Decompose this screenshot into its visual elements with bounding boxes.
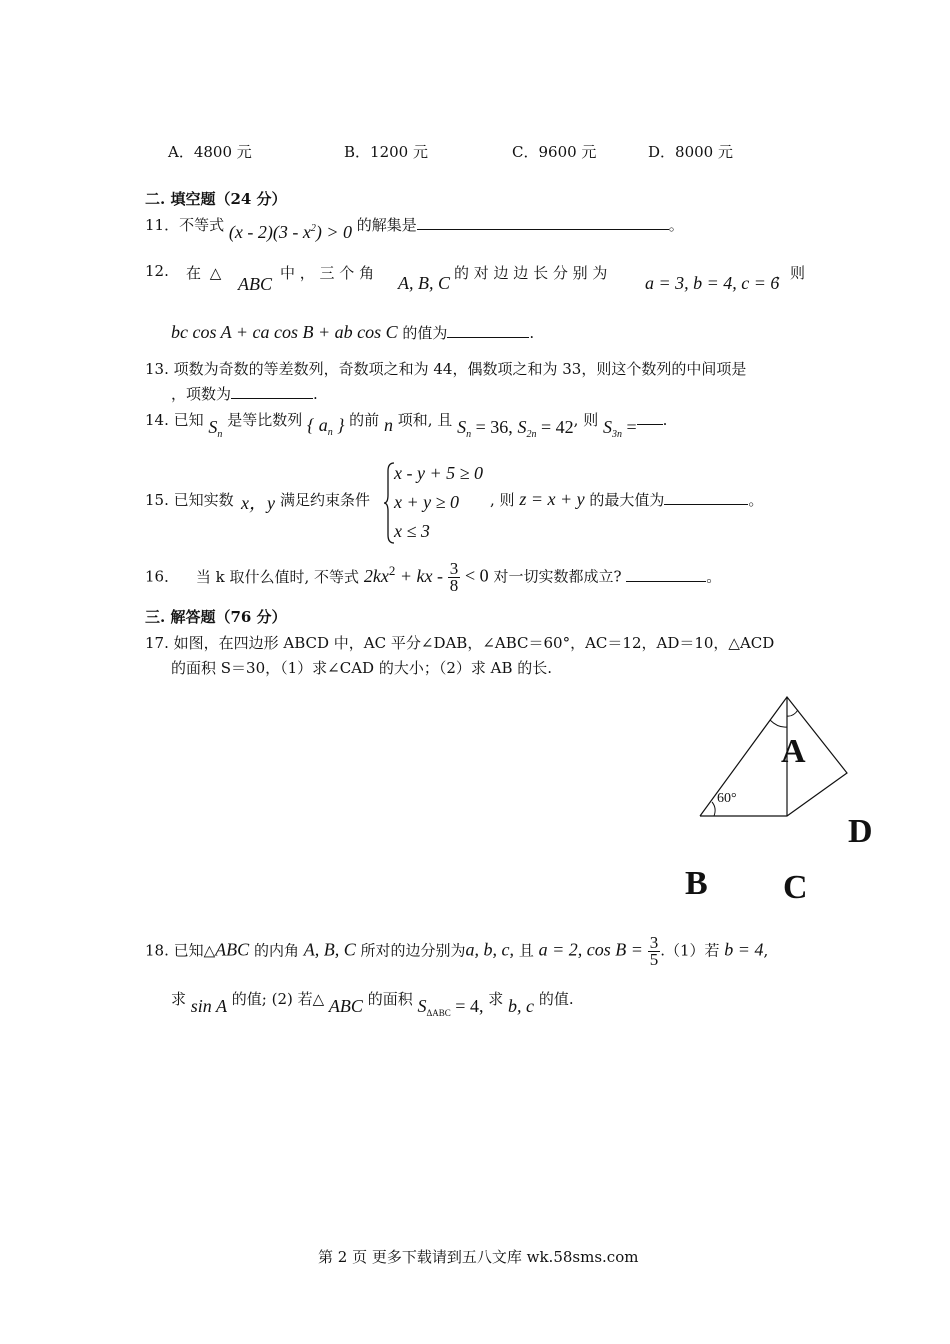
quadrilateral-figure [690,690,860,830]
q12-expression: bc cos A + ca cos B + ab cos C [171,322,398,342]
angle-arc-bac [770,720,787,727]
q18-sides: a, b, c, [465,939,515,960]
q13-line-1: 13. 项数为奇数的等差数列，奇数项之和为 44，偶数项之和为 33，则这个数列的中间项是 [145,360,747,378]
q18-bc: b, c [508,996,535,1016]
angle-arc-b [712,802,715,816]
q11-answer-blank[interactable] [417,215,669,230]
choice-b: B．1200 元 [344,143,428,161]
section-solve-title: 三. 解答题（76 分） [145,608,287,626]
q18-line-1: 18. 已知△ABC 的内角 A, B, C 所对的边分别为a, b, c, 且 a = 2, cos B = $\frac{3}{5}$ .（1）若 b = 4, [145,933,769,969]
q12-triangle: ABC [238,274,272,294]
q14-answer-blank[interactable] [637,410,663,425]
q14-condition-2: $S_{2n} = 42$ [517,417,574,440]
q18-area: $S_{\Delta ABC} = 4$, [417,996,484,1018]
q16-fraction: $\frac{3}{8}$ [449,559,459,595]
q12-text-4: ，则 [775,264,806,282]
figure-label-a: A [781,733,806,770]
q12-text-2: 中 ， 三 个 角 [280,264,375,282]
q15-tail: , 则 z = x + y 的最大值为 。 [490,489,764,509]
q15-constraint-2: x + y ≥ 0 [394,492,460,512]
q12-sides: a = 3, b = 4, c = 6 [645,273,780,293]
q18-number: 18. 已知△ [145,941,216,960]
q14-number: 14. 已知 [145,411,204,429]
q12-angles: A, B, C [398,273,450,293]
q18-angles: A, B, C [303,939,356,960]
q18-b-value: b = 4 [724,939,764,960]
q15-vars: x，y [241,493,275,513]
q14-target: $S_{3n}$ = [603,417,637,440]
figure-label-d: D [848,813,873,850]
q12-number: 12. [145,262,169,280]
q15-constraint-1: x - y + 5 ≥ 0 [394,463,483,483]
figure-angle-label: 60° [717,791,737,806]
q16-number: 16． [145,567,180,586]
q12-line-2: bc cos A + ca cos B + ab cos C 的值为 . [171,322,535,342]
q15-text-1: 满足约束条件 [280,491,371,509]
q12-answer-blank[interactable] [447,323,529,338]
question-14: 14. 已知 $S_n$ 是等比数列 { $a_n$ } 的前 n 项和, 且 $S_n = 36$, $S_{2n} = 42$, 则 $S_{3n}$ = . [145,411,668,440]
choice-c: C．9600 元 [512,143,597,161]
q16-answer-blank[interactable] [626,567,706,582]
q15-objective: z = x + y [519,489,585,509]
q14-sequence: { $a_n$ } [306,415,345,438]
q18-condition: a = 2, cos B = [538,939,643,960]
angle-arc-cad [787,710,798,716]
q14-condition-1: $S_n = 36$, [457,417,513,440]
q12-text-3: 的 对 边 边 长 分 别 为 [454,264,608,282]
q18-fraction: $\frac{3}{5}$ [649,933,659,969]
section-fill-in-title: 二. 填空题（24 分） [145,190,287,208]
q13-line-2: ，项数为 . [171,385,318,403]
q12-text-5: 的值为 [402,324,448,342]
q11-number: 11．不等式 [145,216,225,234]
figure-label-b: B [685,865,708,902]
q18-sin-a: sin A [190,996,227,1016]
q17-line-1: 17. 如图，在四边形 ABCD 中，AC 平分∠DAB，∠ABC＝60°，AC＝12，AD＝10，△ACD [145,634,775,652]
q14-sn: $S_n$ [208,417,223,440]
figure-label-c: C [783,869,808,906]
q15-number: 15. 已知实数 [145,491,234,509]
question-16: 16． 当 k 取什么值时, 不等式 $2kx^2$ + kx - $\frac{3}{8}$ < 0 对一切实数都成立? 。 [145,559,722,595]
q16-expression: $2kx^2$ + kx - [363,562,443,586]
q13-answer-blank[interactable] [231,384,313,399]
q11-expression: $(x - 2)(3 - x^2) > 0$ [228,222,352,242]
choice-d: D．8000 元 [648,143,733,161]
choice-a: A．4800 元 [168,143,252,161]
q11-tail: 的解集是 [356,216,417,234]
q15-answer-blank[interactable] [664,490,748,505]
question-11: 11．不等式 $(x - 2)(3 - x^2) > 0$ 的解集是 。 [145,216,684,242]
page-footer: 第 2 页 更多下载请到五八文库 wk.58sms.com [318,1248,639,1266]
q12-text-1: 在 △ [186,264,222,282]
q17-line-2: 的面积 S＝30，（1）求∠CAD 的大小；（2）求 AB 的长. [171,659,553,677]
q18-line-2: 求 sin A 的值; (2) 若△ ABC 的面积 $S_{\Delta ABC} = 4$, 求 b, c 的值. [171,990,574,1018]
q15-constraint-3: x ≤ 3 [394,521,430,541]
